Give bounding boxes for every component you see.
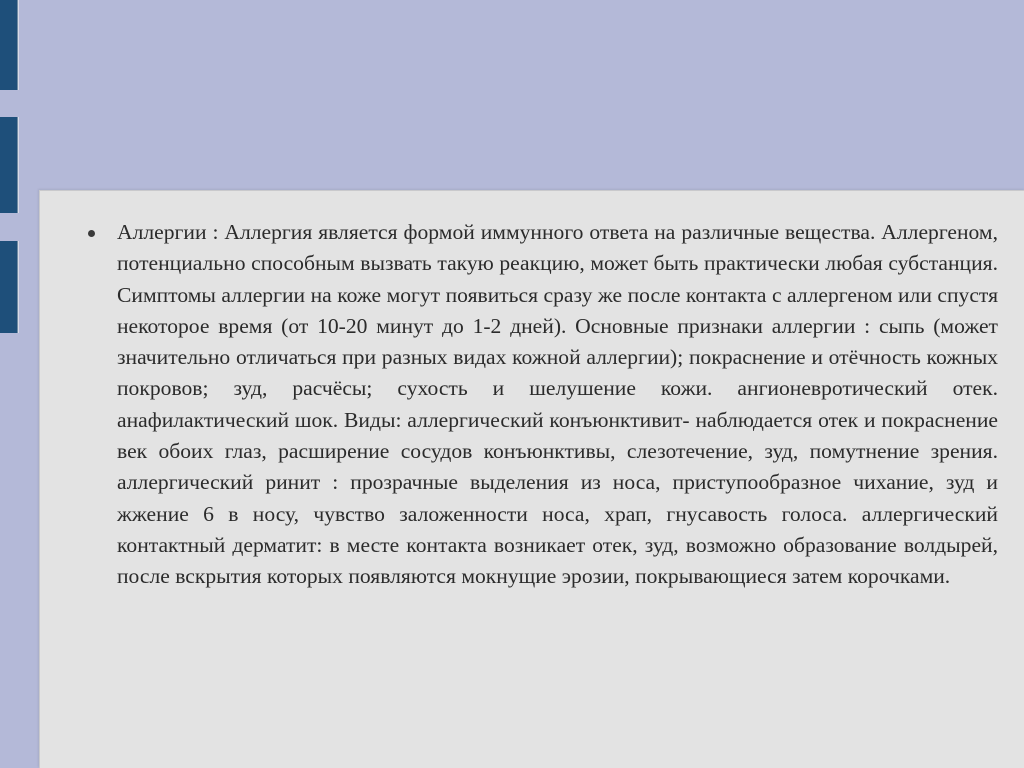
bullet-text: Аллергии : Аллергия является формой иммунного ответа на различные вещества. Аллергеном, потенциально способным вызвать такую реакцию, может быть практически любая субстанция. Симптомы аллергии на коже могут появиться сразу же после контакта с аллергеном или спустя некоторое время (от 10-20 минут до 1-2 дней). Основные признаки аллергии : сыпь (может значительно отличаться при разных видах кожной аллергии); покраснение и отёчность кожных покровов; зуд, расчёсы; сухость и шелушение кожи. ангионевротический отек. анафилактический шок. Виды: аллергический конъюнктивит- наблюдается отек и покраснение век обоих глаз, расширение сосудов конъюнктивы, слезотечение, зуд, помутнение зрения. аллергический ринит : прозрачные выделения из носа, приступообразное чихание, зуд и жжение 6 в носу, чувство заложенности носа, храп, гнусавость голоса. аллергический контактный дерматит: в месте контакта возникает отек, зуд, возможно образование волдырей, после вскрытия которых появляются мокнущие эрозии, покрывающиеся затем корочками. — [117, 220, 998, 589]
side-tab-bottom — [0, 241, 18, 333]
bullet-item — [88, 217, 998, 593]
side-tab-top — [0, 0, 18, 90]
bullet-dot-icon — [88, 230, 95, 237]
side-tab-middle — [0, 117, 18, 213]
content-panel — [39, 190, 1024, 768]
